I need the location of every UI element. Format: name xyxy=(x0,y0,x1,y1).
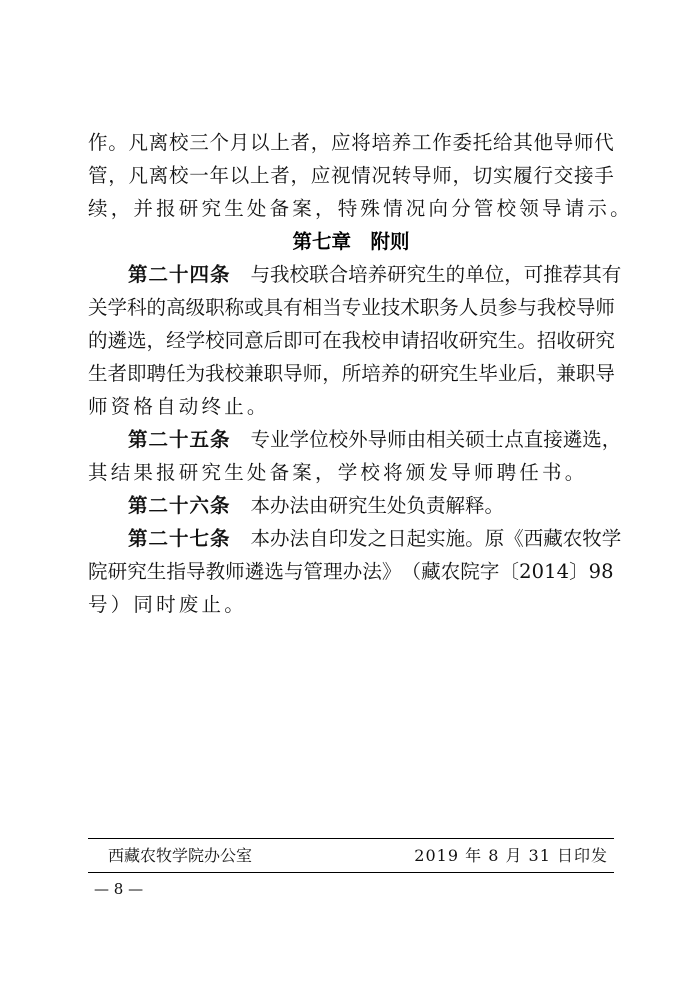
text-line: 号）同时废止。 xyxy=(88,593,247,616)
text-line: 师资格自动终止。 xyxy=(88,395,270,418)
page-number: — 8 — xyxy=(94,880,144,898)
footer-bottom-rule xyxy=(88,872,614,873)
chapter-title: 第七章 附则 xyxy=(292,230,410,253)
article-27-first-line xyxy=(88,522,622,555)
footer-top-rule xyxy=(88,838,614,839)
footer-issuer-row xyxy=(88,842,614,870)
text-line: 院 研 究 生 指 导 教 师 遴 选 与 管 理 办 法 》 （ 藏 农 院 字 〔 2 0 1 4 〕 9 8 xyxy=(88,560,614,583)
article-text: 本 办 法 自 印 发 之 日 起 实 施 。 原 《 西 藏 农 牧 学 xyxy=(250,527,622,550)
article-label: 第二十四条 xyxy=(128,263,231,286)
article-text: 本办法由研究生处负责解释。 xyxy=(250,494,505,517)
text-line: 关 学 科 的 高 级 职 称 或 具 有 相 当 专 业 技 术 职 务 人 员 参 与 我 校 导 师 xyxy=(88,296,615,319)
article-26-first-line xyxy=(88,489,614,522)
text-line: 管 ， 凡 离 校 一 年 以 上 者 ， 应 视 情 况 转 导 师 ， 切 实 履 行 交 接 手 xyxy=(88,164,614,187)
issuing-office: 西藏农牧学院办公室 xyxy=(108,846,253,865)
text-line: 其结果报研究生处备案，学校将颁发导师聘任书。 xyxy=(88,461,588,484)
text-line: 作 。 凡 离 校 三 个 月 以 上 者 ， 应 将 培 养 工 作 委 托 给 其 他 导 师 代 xyxy=(88,131,614,154)
article-text: 专 业 学 位 校 外 导 师 由 相 关 硕 士 点 直 接 遴 选 ， xyxy=(250,428,622,451)
issue-date: 2019 年 8 月 31 日印发 xyxy=(414,846,608,865)
article-25-first-line xyxy=(88,423,622,456)
article-24-first-line xyxy=(88,258,622,291)
article-label: 第二十六条 xyxy=(128,494,231,517)
article-label: 第二十七条 xyxy=(128,527,231,550)
text-line: 的 遴 选 ， 经 学 校 同 意 后 即 可 在 我 校 申 请 招 收 研 究 生 。 招 收 研 究 xyxy=(88,329,615,352)
document-body xyxy=(88,126,633,621)
text-line: 生 者 即 聘 任 为 我 校 兼 职 导 师 ， 所 培 养 的 研 究 生 毕 业 后 ， 兼 职 导 xyxy=(88,362,615,385)
article-text: 与 我 校 联 合 培 养 研 究 生 的 单 位 ， 可 推 荐 其 有 xyxy=(250,263,622,286)
article-label: 第二十五条 xyxy=(128,428,231,451)
text-line: 续，并报研究生处备案，特殊情况向分管校领导请示。 xyxy=(88,197,633,220)
